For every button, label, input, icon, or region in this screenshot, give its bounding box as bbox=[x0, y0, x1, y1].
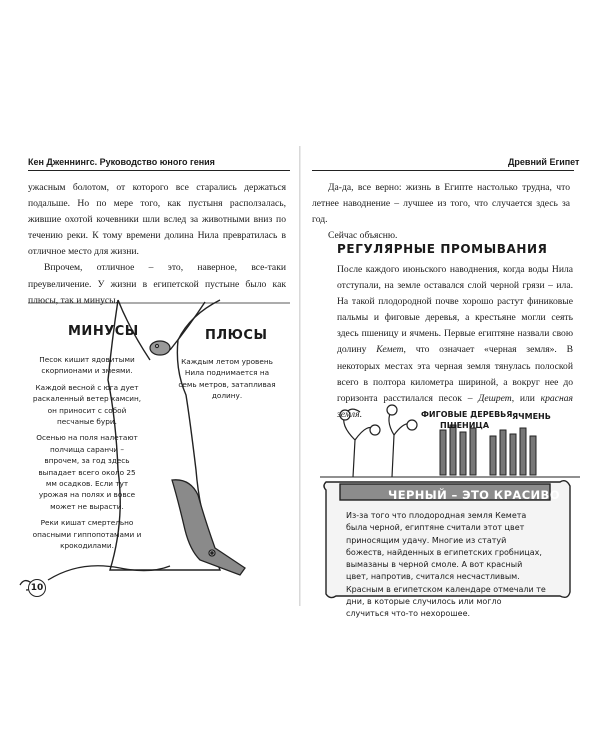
red-land-term: красная земля bbox=[337, 392, 573, 420]
fig-trees-label: ФИГОВЫЕ ДЕРЕВЬЯ bbox=[421, 410, 513, 419]
right-intro-text bbox=[312, 180, 570, 244]
minus-list bbox=[32, 354, 142, 557]
left-paragraph-1: ужасным болотом, от которого все старались держаться подальше. Но по мере того, как пустыня расползалась, жившие охотой кочевники шли вслед за животными вниз по течению реки. К тому времени долина Нила превратилась в отличное место для жизни. bbox=[28, 182, 286, 258]
minus-item: Осенью на поля налетают полчища саранчи – впрочем, за год здесь выпадает всего около 25 мм осадков. Если тут урожая на полях и вовсе может не вырасти. bbox=[36, 433, 138, 511]
minus-heading: МИНУСЫ bbox=[68, 324, 139, 339]
deshret-term: Дешрет bbox=[478, 392, 512, 404]
sidebar-box-text: Из-за того что плодородная земля Кемета была черной, египтяне считали этот цвет приносящим удачу. Многие из статуй божеств, найденных в египетских гробницах, вымазаны в черной смоле. А вот красный цвет, напротив, считался несчастливым. Красным в египетском календаре отмечали те дни, в которые случилось или могло случиться что-то нехорошее. bbox=[346, 511, 546, 619]
minus-item: Песок кишит ядовитыми скорпионами и змеями. bbox=[39, 355, 135, 376]
minus-item: Реки кишат смертельно опасными гиппопотамами и крокодилами. bbox=[32, 518, 142, 551]
paragraph-part: После каждого июньского наводнения, когда воды Нила отступали, на земле оставался слой черной грязи – ила. На такой плодородной почве хорошо растут финиковые пальмы и фиговые деревья, а крестьяне могли сеять здесь пшеницу и ячмень. Первые египтяне назвали свою долину bbox=[337, 264, 573, 356]
page-number: 10 bbox=[28, 579, 46, 597]
left-paragraph-2: Впрочем, отличное – это, наверное, все-таки преувеличение. У жизни в египетской пустыне было как плюсы, так и минусы. bbox=[28, 262, 286, 306]
right-body-text bbox=[337, 262, 573, 423]
hippo-icon bbox=[150, 341, 170, 355]
grain-icon bbox=[440, 425, 536, 475]
sidebar-box-title: ЧЕРНЫЙ – ЭТО КРАСИВО bbox=[388, 488, 560, 502]
plus-list bbox=[176, 356, 278, 407]
right-paragraph-1b: Сейчас объясню. bbox=[328, 230, 398, 242]
paragraph-part: . bbox=[359, 408, 362, 420]
plus-item: Каждым летом уровень Нила поднимается на семь метров, затапливая долину. bbox=[178, 357, 276, 401]
crocodile-icon bbox=[172, 480, 245, 575]
paragraph-part: , что означает «черная земля». В некоторых местах эта черная земля тянулась полоской всего в полтора километра шириной, а вокруг нее до горизонта расстилался песок – bbox=[337, 344, 573, 404]
barley-label: ЯЧМЕНЬ bbox=[512, 412, 551, 421]
right-paragraph-1: Да-да, все верно: жизнь в Египте настолько трудна, что летнее наводнение – лучшее из того, что случается здесь за год. bbox=[312, 182, 570, 226]
running-head-right: Древний Египет bbox=[508, 157, 580, 167]
paragraph-part: , или bbox=[511, 392, 535, 404]
wheat-label: ПШЕНИЦА bbox=[440, 421, 490, 430]
section-title: РЕГУЛЯРНЫЕ ПРОМЫВАНИЯ bbox=[337, 242, 548, 256]
running-head-left: Кен Дженнингс. Руководство юного гения bbox=[28, 157, 215, 167]
right-paragraph-2 bbox=[337, 262, 573, 423]
minus-item: Каждой весной с юга дует раскаленный ветер хамсин, он приносит с собой песчаные бури. bbox=[32, 382, 142, 427]
kemet-term: Кемет bbox=[376, 344, 404, 356]
plus-heading: ПЛЮСЫ bbox=[205, 328, 268, 343]
